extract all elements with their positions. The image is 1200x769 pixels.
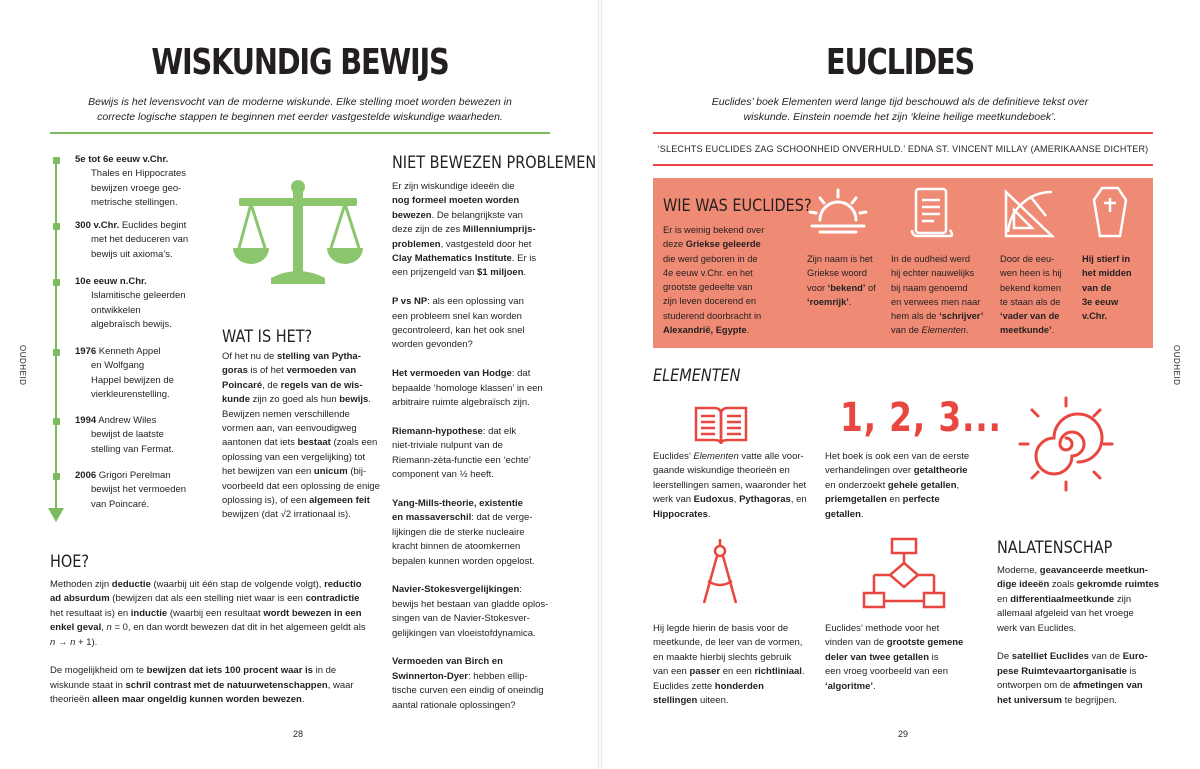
timeline-text: ontwikkelen <box>91 304 141 316</box>
wat-is-het-text: Of het nu de stelling van Pytha- goras is of het vermoeden van Poincaré, de regels van de wis- kunde zijn zo goed als hun bewijs. Bewijzen nemen verschillende vormen aan, van eenvoudigweg aantonen dat iets bestaat (zoals een oplossing van een vergelijking) tot het bewijzen van een unicum (bij- voorbeeld dat een oplossing de enige oplossing is), of een algemeen feit bewijzen (dat √2 irrationaal is). <box>222 351 380 521</box>
timeline-dot <box>53 279 60 286</box>
intro-line-2: wiskunde. Einstein noemde het zijn ‘kleine heilige meetkundeboek’. <box>743 111 1057 123</box>
page-title: EUCLIDES <box>826 42 974 83</box>
wie-heading: WIE WAS EUCLIDES? <box>663 196 812 216</box>
intro-line-1: Bewijs is het levensvocht van de moderne wiskunde. Elke stelling moet worden bewezen in <box>88 96 512 108</box>
spiral-galaxy-icon <box>1018 396 1114 492</box>
timeline-date: 1994 <box>75 415 97 426</box>
timeline-item <box>75 219 205 262</box>
timeline-item <box>75 153 205 211</box>
side-label: OUDHEID <box>18 345 27 386</box>
timeline-date: 1976 <box>75 346 97 357</box>
timeline-item <box>75 345 205 403</box>
niet-bewezen-heading: NIET BEWEZEN PROBLEMEN <box>392 153 597 173</box>
intro-text <box>40 95 560 125</box>
timeline-text: en Wolfgang <box>91 360 145 372</box>
timeline-item <box>75 275 205 333</box>
flowchart-icon <box>862 537 946 617</box>
timeline-line <box>55 157 57 512</box>
timeline-dot <box>53 349 60 356</box>
timeline-item <box>75 414 205 457</box>
timeline-date: 5e tot 6e eeuw v.Chr. <box>75 154 169 165</box>
timeline-text: met het deduceren van <box>91 234 189 246</box>
wie-col-4: Door de eeu- wen heen is hij bekend komen te staan als de ‘vader van de meetkunde’. <box>1000 254 1062 336</box>
wie-col-3: In de oudheid werd hij echter nauwelijks bij naam genoemd en verwees men naar hem als de ‘schrijver’ van de Elementen. <box>891 254 984 336</box>
timeline-text: bewijs uit axioma’s. <box>91 248 173 260</box>
divider <box>653 132 1153 134</box>
wie-col-5: Hij stierf in het midden van de 3e eeuw v.Chr. <box>1082 254 1132 322</box>
compass-square-icon <box>1002 186 1058 240</box>
page-number: 29 <box>898 729 909 739</box>
elementen-text-1: Euclides’ Elementen vatte alle voor- gaande wiskundige theorieën en leerstellingen samen, waaronder het werk van Eudoxus, Pythagoras, en Hippocrates. <box>653 451 807 520</box>
quote: ‘SLECHTS EUCLIDES ZAG SCHOONHEID ONVERHULD.’ EDNA ST. VINCENT MILLAY (AMERIKAANSE DICHTER) <box>657 144 1149 154</box>
timeline-date: 300 v.Chr. <box>75 220 120 231</box>
timeline-text: Happel bewijzen de <box>91 374 174 386</box>
elementen-text-2: Het boek is ook een van de eerste verhandelingen over getaltheorie en onderzoekt gehele getallen, priemgetallen en perfecte getallen. <box>825 451 970 520</box>
timeline-text: stelling van Fermat. <box>91 443 174 455</box>
hoe-heading: HOE? <box>50 552 90 572</box>
compass-icon <box>698 537 742 609</box>
timeline-dot <box>53 157 60 164</box>
scales-icon <box>233 178 363 290</box>
scroll-icon <box>910 186 954 238</box>
intro-line-1: Euclides’ boek Elementen werd lange tijd beschouwd als de definitieve tekst over <box>711 96 1089 108</box>
elementen-text-3: Hij legde hierin de basis voor de meetkunde, de leer van de vormen, en maakte hierbij slechts gebruik van een passer en een richtliniaal. Euclides zette honderden stellingen uiteen. <box>653 623 805 707</box>
divider <box>653 164 1153 166</box>
page-number: 28 <box>293 729 304 739</box>
timeline-text: metrische stellingen. <box>91 197 178 209</box>
side-label: OUDHEID <box>1172 345 1181 386</box>
intro-text <box>640 95 1160 125</box>
timeline-date: 2006 <box>75 470 97 481</box>
divider <box>50 132 550 134</box>
page-title: WISKUNDIG BEWIJS <box>151 42 449 83</box>
timeline-text: bewijst het vermoeden <box>91 484 187 496</box>
timeline-text: Grigori Perelman <box>96 470 171 481</box>
right-page <box>600 0 1200 769</box>
elementen-heading: ELEMENTEN <box>653 366 741 386</box>
timeline-dot <box>53 473 60 480</box>
niet-bewezen-text: Er zijn wiskundige ideeën die nog formeel moeten worden bewezen. De belangrijkste van deze zijn de zes Millenniumprijs- problemen, vastgesteld door het Clay Mathematics Institute. Er is een prijzengeld van $1 miljoen. P vs NP: als een oplossing van een probleem snel kan worden gecontroleerd, kan het ook snel worden gevonden? Het vermoeden van Hodge: dat bepaalde ‘homologe klassen’ in een arbitraire ruimte algebraïsch zijn. Riemann-hypothese: dat elk niet-triviale nulpunt van de Riemann-zèta-functie een ‘echte’ component van ½ heeft. Yang-Mills-theorie, existentie en massaverschil: dat de verge- lijkingen die de sterke nucleaire kracht binnen de atoomkernen bepalen kunnen worden opgelost. Navier-Stokesvergelijkingen: bewijs het bestaan van gladde oplos- singen van de Navier-Stokesver- gelijkingen van vloeistofdynamica. Vermoeden van Birch en Swinnerton-Dyer: hebben ellip- tische curven een eindig of oneindig aantal rationale oplossingen? <box>392 181 549 711</box>
wie-col-1: Er is weinig bekend over deze Griekse geleerde die werd geboren in de 4e eeuw v.Chr. en het grootste gedeelte van zijn leven docerend en studerend doorbracht in Alexandrië, Egypte. <box>663 225 765 336</box>
timeline-item <box>75 469 205 512</box>
nalatenschap-heading: NALATENSCHAP <box>997 538 1113 558</box>
coffin-icon <box>1092 186 1128 238</box>
hoe-text: Methoden zijn deductie (waarbij uit één stap de volgende volgt), reductio ad absurdum (bewijzen dat als een stelling niet waar is een contradictie het resultaat is) en inductie (waarbij een resultaat wordt bewezen in een enkel geval, n = 0, en dan wordt bewezen dat dit in het algemeen geldt als n → n + 1). De mogelijkheid om te bewijzen dat iets 100 procent waar is in de wiskunde staat in schril contrast met de natuurwetenschappen, waar theorieën alleen maar ongeldig kunnen worden bewezen. <box>50 579 366 706</box>
timeline-text: Andrew Wiles <box>96 415 157 426</box>
timeline-text: Euclides begint <box>119 220 187 231</box>
timeline-text: algebraïsch bewijs. <box>91 319 172 331</box>
timeline-text: Kenneth Appel <box>96 346 161 357</box>
open-book-icon <box>692 400 750 448</box>
timeline-text: vierkleurenstelling. <box>91 389 170 401</box>
wie-col-2: Zijn naam is het Griekse woord voor ‘bekend’ of ‘roemrijk’. <box>807 254 876 307</box>
timeline-text: bewijst de laatste <box>91 429 164 441</box>
timeline-arrow-icon <box>48 508 64 522</box>
sunrise-icon <box>808 186 868 236</box>
timeline-date: 10e eeuw n.Chr. <box>75 276 147 287</box>
wat-is-het-heading: WAT IS HET? <box>222 327 313 347</box>
timeline-dot <box>53 223 60 230</box>
timeline-dot <box>53 418 60 425</box>
timeline-text: Islamitische geleerden <box>91 290 186 302</box>
timeline-text: Thales en Hippocrates <box>91 168 187 180</box>
timeline-text: bewijzen vroege geo- <box>91 182 182 194</box>
nalatenschap-text: Moderne, geavanceerde meetkun- dige ideeën zoals gekromde ruimtes en differentiaalmeetkunde zijn allemaal afgeleid van het vroege werk van Euclides. De satelliet Euclides van de Euro- pese Ruimtevaartorganisatie is ontworpen om de afmetingen van het universum te begrijpen. <box>997 565 1160 706</box>
numbers-graphic: 1, 2, 3... <box>840 395 1002 441</box>
elementen-text-4: Euclides’ methode voor het vinden van de grootste gemene deler van twee getallen is een vroeg voorbeeld van een ‘algoritme’. <box>825 623 964 692</box>
timeline-text: van Poincaré. <box>91 498 150 510</box>
intro-line-2: correcte logische stappen te beginnen met eerder vastgestelde wiskundige waarheden. <box>97 111 503 123</box>
